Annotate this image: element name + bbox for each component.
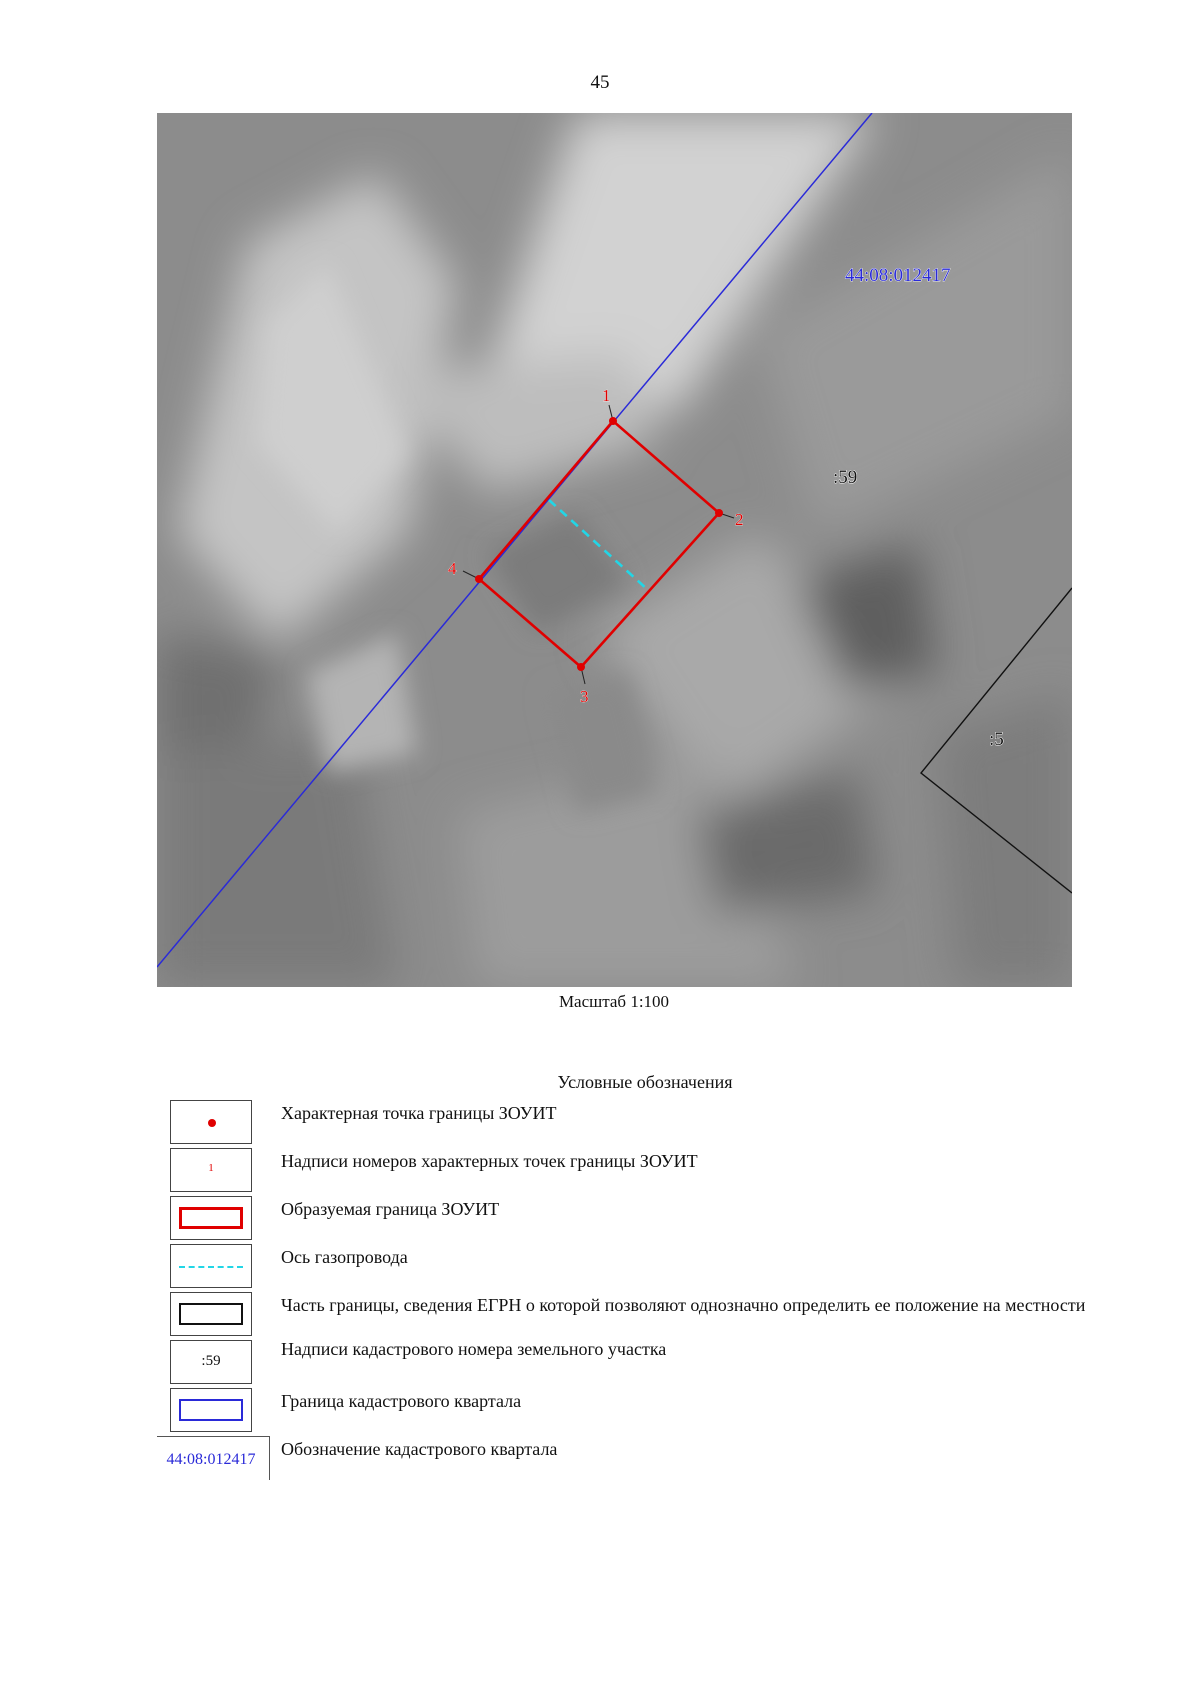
legend-item-cadastral-number [170,1340,1090,1386]
cyan-dashed-line-icon [179,1266,243,1268]
legend-label: Часть границы, сведения ЕГРН о которой позволяют однозначно определить ее положение на местности [281,1295,1086,1315]
black-rectangle-icon [179,1303,243,1325]
point-label-4: 4 [448,559,457,578]
legend-label: Образуемая граница ЗОУИТ [281,1199,500,1219]
legend-title: Условные обозначения [557,1072,733,1092]
legend-label: Ось газопровода [281,1247,408,1267]
legend-swatch [170,1292,252,1336]
legend-item-egrn-boundary [170,1292,1090,1338]
red-dot-icon [208,1119,216,1127]
point-label-3: 3 [580,687,589,706]
cadastral-map[interactable] [157,113,1072,987]
legend-item-point-numbers [170,1148,1090,1194]
quarter-label: 44:08:012417 [845,265,951,286]
legend-swatch [170,1244,252,1288]
legend-swatch [170,1196,252,1240]
legend-swatch [170,1388,252,1432]
legend-item-quarter-designation [157,1436,1077,1482]
legend-item-quarter-boundary [170,1388,1090,1434]
red-rectangle-icon [179,1207,243,1229]
legend-label: Граница кадастрового квартала [281,1391,522,1411]
legend-label: Характерная точка границы ЗОУИТ [281,1103,557,1123]
boundary-point-3[interactable] [577,663,585,671]
parcel-label-5: :5 [989,729,1004,750]
quarter-designation-sample: 44:08:012417 [166,1451,256,1468]
blue-rectangle-icon [179,1399,243,1421]
legend-swatch [157,1436,270,1480]
legend-swatch [170,1100,252,1144]
boundary-point-4[interactable] [475,575,483,583]
page-number: 45 [590,72,610,93]
legend-label: Обозначение кадастрового квартала [281,1439,558,1459]
scale-caption: Масштаб 1:100 [558,992,670,1011]
legend-item-gas-axis [170,1244,1090,1290]
boundary-point-1[interactable] [609,417,617,425]
legend-item-zouit-boundary [170,1196,1090,1242]
boundary-point-2[interactable] [715,509,723,517]
satellite-imagery [157,113,1072,987]
cadastral-number-sample: :59 [201,1353,221,1369]
legend-label: Надписи кадастрового номера земельного участка [281,1339,667,1359]
point-label-1: 1 [602,386,611,405]
point-label-2: 2 [735,510,744,529]
legend-swatch [170,1340,252,1384]
legend-swatch [170,1148,252,1192]
legend-item-boundary-point [170,1100,1090,1146]
legend-label: Надписи номеров характерных точек границы ЗОУИТ [281,1151,698,1171]
parcel-label-59: :59 [833,467,858,488]
red-number-icon: 1 [208,1162,214,1174]
